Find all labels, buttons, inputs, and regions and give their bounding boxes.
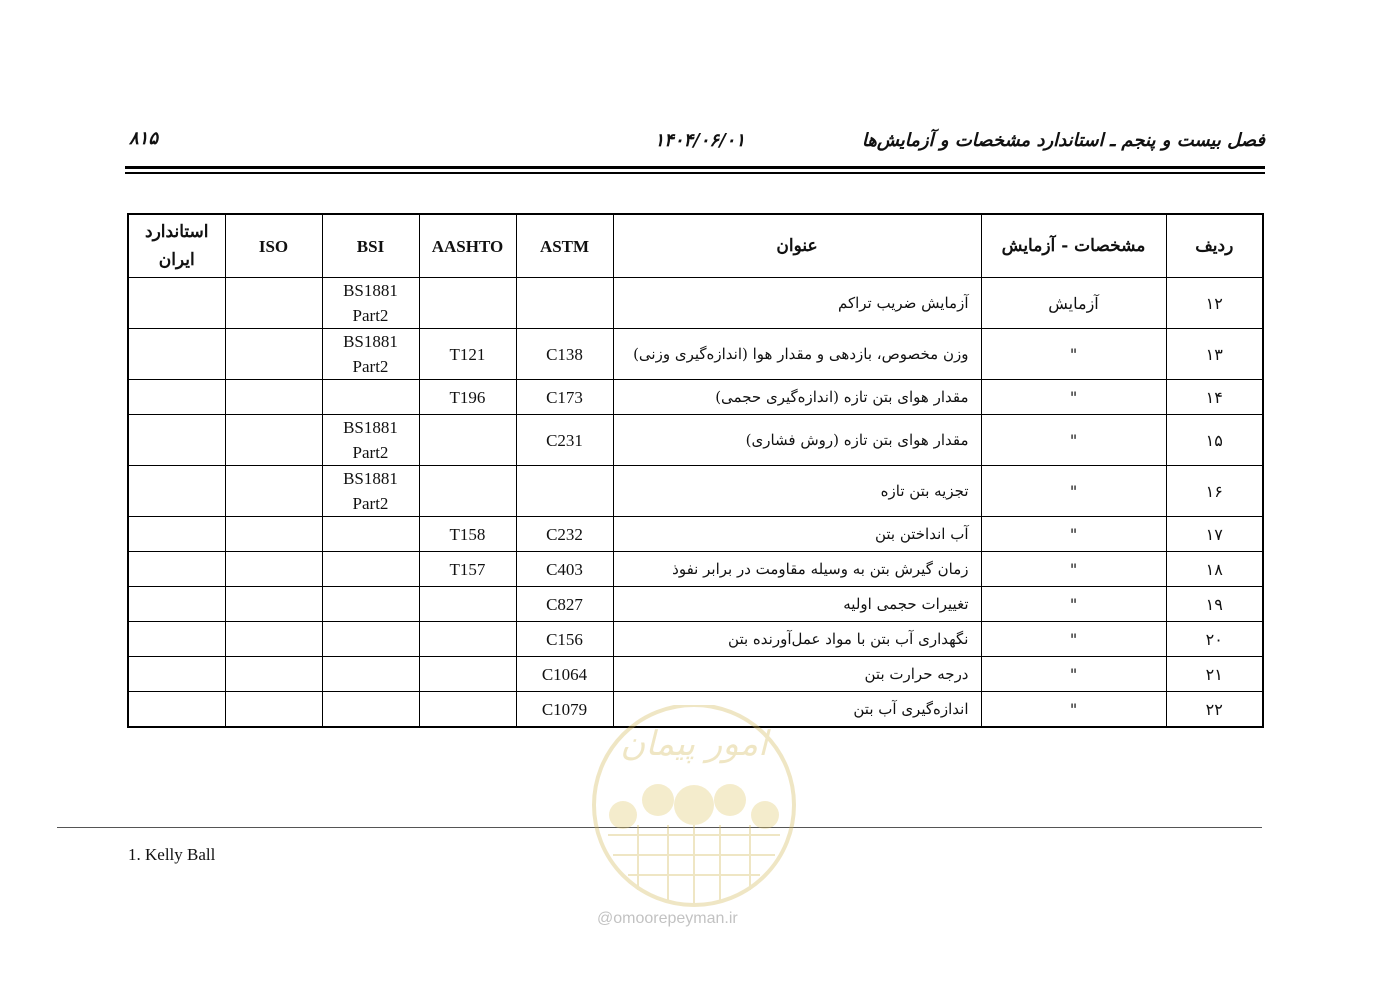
cell-title: مقدار هوای بتن تازه (روش فشاری) — [613, 415, 981, 466]
cell-iso — [225, 657, 322, 692]
cell-iran-standard — [128, 380, 225, 415]
cell-iso — [225, 329, 322, 380]
cell-aashto — [419, 622, 516, 657]
cell-astm: C231 — [516, 415, 613, 466]
cell-row-number: ۱۷ — [1166, 517, 1263, 552]
cell-astm: C138 — [516, 329, 613, 380]
cell-aashto — [419, 278, 516, 329]
cell-title: تجزیه بتن تازه — [613, 466, 981, 517]
cell-bsi: BS1881 Part2 — [322, 329, 419, 380]
cell-row-number: ۱۳ — [1166, 329, 1263, 380]
col-header-aashto: AASHTO — [419, 214, 516, 278]
col-header-bsi: BSI — [322, 214, 419, 278]
cell-spec: " — [981, 587, 1166, 622]
cell-spec: " — [981, 622, 1166, 657]
cell-astm: C827 — [516, 587, 613, 622]
cell-astm: C173 — [516, 380, 613, 415]
table-row — [128, 466, 1263, 517]
cell-iso — [225, 517, 322, 552]
cell-iran-standard — [128, 329, 225, 380]
cell-iso — [225, 415, 322, 466]
cell-title: آزمایش ضریب تراکم — [613, 278, 981, 329]
cell-iran-standard — [128, 692, 225, 728]
cell-iso — [225, 278, 322, 329]
cell-title: زمان گیرش بتن به وسیله مقاومت در برابر نفوذ — [613, 552, 981, 587]
col-header-title: عنوان — [613, 214, 981, 278]
footnote: 1. Kelly Ball — [128, 845, 216, 864]
cell-spec: " — [981, 517, 1166, 552]
table-header-row — [128, 214, 1263, 278]
cell-row-number: ۱۲ — [1166, 278, 1263, 329]
cell-row-number: ۱۴ — [1166, 380, 1263, 415]
cell-iso — [225, 692, 322, 728]
table-row — [128, 587, 1263, 622]
table-row — [128, 380, 1263, 415]
cell-spec: " — [981, 329, 1166, 380]
cell-bsi — [322, 587, 419, 622]
cell-row-number: ۱۹ — [1166, 587, 1263, 622]
cell-iso — [225, 552, 322, 587]
cell-aashto: T157 — [419, 552, 516, 587]
table-row — [128, 329, 1263, 380]
col-header-iso: ISO — [225, 214, 322, 278]
header-date: ۱۴۰۴/۰۶/۰۱ — [654, 130, 745, 151]
cell-iso — [225, 587, 322, 622]
cell-iran-standard — [128, 415, 225, 466]
cell-aashto: T196 — [419, 380, 516, 415]
table-row — [128, 552, 1263, 587]
cell-row-number: ۱۶ — [1166, 466, 1263, 517]
cell-aashto: T121 — [419, 329, 516, 380]
cell-iran-standard — [128, 278, 225, 329]
cell-iran-standard — [128, 657, 225, 692]
cell-aashto: T158 — [419, 517, 516, 552]
header-rule-thick — [125, 166, 1265, 169]
cell-row-number: ۲۱ — [1166, 657, 1263, 692]
cell-row-number: ۲۲ — [1166, 692, 1263, 728]
cell-aashto — [419, 587, 516, 622]
cell-iso — [225, 622, 322, 657]
cell-astm — [516, 278, 613, 329]
cell-spec: " — [981, 692, 1166, 728]
cell-spec: " — [981, 552, 1166, 587]
cell-astm: C403 — [516, 552, 613, 587]
cell-row-number: ۱۵ — [1166, 415, 1263, 466]
table-row — [128, 278, 1263, 329]
cell-title: وزن مخصوص، بازدهی و مقدار هوا (اندازه‌گیری وزنی) — [613, 329, 981, 380]
watermark-logo-icon — [588, 705, 800, 945]
table-row — [128, 622, 1263, 657]
col-header-spec: مشخصات - آزمایش — [981, 214, 1166, 278]
cell-astm: C1064 — [516, 657, 613, 692]
cell-bsi — [322, 380, 419, 415]
standards-table — [127, 213, 1264, 728]
cell-astm: C232 — [516, 517, 613, 552]
cell-aashto — [419, 415, 516, 466]
cell-astm — [516, 466, 613, 517]
cell-spec: آزمایش — [981, 278, 1166, 329]
watermark-text: @omoorepeyman.ir — [597, 910, 738, 927]
cell-title: اندازه‌گیری آب بتن — [613, 692, 981, 728]
svg-text:امور پیمان: امور پیمان — [620, 724, 768, 764]
cell-bsi — [322, 517, 419, 552]
table-row — [128, 415, 1263, 466]
cell-title: درجه حرارت بتن — [613, 657, 981, 692]
header-rule-thin — [125, 172, 1265, 174]
cell-aashto — [419, 692, 516, 728]
cell-title: تغییرات حجمی اولیه — [613, 587, 981, 622]
cell-bsi — [322, 692, 419, 728]
cell-iran-standard — [128, 552, 225, 587]
cell-iran-standard — [128, 622, 225, 657]
cell-row-number: ۲۰ — [1166, 622, 1263, 657]
cell-iran-standard — [128, 587, 225, 622]
col-header-astm: ASTM — [516, 214, 613, 278]
cell-spec: " — [981, 466, 1166, 517]
col-header-iran-standard: استاندارد ایران — [128, 214, 225, 278]
cell-iran-standard — [128, 517, 225, 552]
cell-row-number: ۱۸ — [1166, 552, 1263, 587]
col-header-row-number: ردیف — [1166, 214, 1263, 278]
cell-spec: " — [981, 415, 1166, 466]
cell-bsi — [322, 657, 419, 692]
cell-spec: " — [981, 657, 1166, 692]
cell-bsi: BS1881 Part2 — [322, 278, 419, 329]
cell-bsi — [322, 622, 419, 657]
table-row — [128, 657, 1263, 692]
cell-bsi: BS1881 Part2 — [322, 415, 419, 466]
cell-spec: " — [981, 380, 1166, 415]
cell-bsi — [322, 552, 419, 587]
page-header — [125, 128, 1265, 158]
table-row — [128, 517, 1263, 552]
cell-astm: C156 — [516, 622, 613, 657]
cell-title: آب انداختن بتن — [613, 517, 981, 552]
page-number: ۸۱۵ — [129, 128, 159, 149]
cell-iso — [225, 466, 322, 517]
cell-astm: C1079 — [516, 692, 613, 728]
cell-aashto — [419, 657, 516, 692]
cell-aashto — [419, 466, 516, 517]
cell-title: مقدار هوای بتن تازه (اندازه‌گیری حجمی) — [613, 380, 981, 415]
cell-iran-standard — [128, 466, 225, 517]
chapter-title: فصل بیست و پنجم ـ استاندارد مشخصات و آزمایش‌ها — [861, 130, 1265, 151]
cell-bsi: BS1881 Part2 — [322, 466, 419, 517]
cell-iso — [225, 380, 322, 415]
cell-title: نگهداری آب بتن با مواد عمل‌آورنده بتن — [613, 622, 981, 657]
